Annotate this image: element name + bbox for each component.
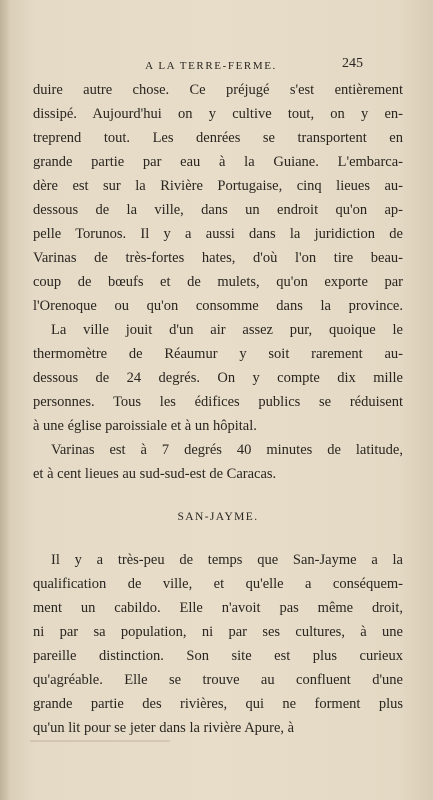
page-number: 245 (342, 56, 363, 71)
text-line: pareille distinction. Son site est plus curieux (33, 648, 403, 664)
text-line: l'Orenoque ou qu'on consomme dans la province. (33, 298, 403, 314)
text-line: grande partie des rivières, qui ne forment plus (33, 696, 403, 712)
paragraph (33, 438, 403, 486)
text-line: qualification de ville, et qu'elle a conséquem- (33, 576, 403, 592)
text-line: et à cent lieues au sud-sud-est de Caracas. (33, 466, 277, 482)
text-line: grande partie par eau à la Guiane. L'embarca- (33, 154, 403, 170)
text-line: ment un cabildo. Elle n'avoit pas même droit, (33, 600, 403, 616)
text-line: dissipé. Aujourd'hui on y cultive tout, on y en- (33, 106, 403, 122)
text-line: Il y a très-peu de temps que San-Jayme a la (51, 552, 403, 568)
section-spacer (33, 532, 403, 548)
text-line: Varinas est à 7 degrés 40 minutes de latitude, (51, 442, 403, 458)
text-line: dessous de 24 degrés. On y compte dix mille (33, 370, 403, 386)
text-line: à une église paroissiale et à un hôpital. (33, 418, 257, 434)
text-line: dère est sur la Rivière Portugaise, cinq lieues au- (33, 178, 403, 194)
text-line: Varinas de très-fortes hates, d'où l'on tire beau- (33, 250, 403, 266)
text-line: La ville jouit d'un air assez pur, quoique le (51, 322, 403, 338)
paragraph (33, 548, 403, 740)
running-head: A LA TERRE-FERME. (145, 60, 277, 72)
text-line: qu'un lit pour se jeter dans la rivière Apure, à (33, 720, 295, 736)
text-line: treprend tout. Les denrées se transportent en (33, 130, 403, 146)
text-line: thermomètre de Réaumur y soit rarement au- (33, 346, 403, 362)
section-spacer (33, 486, 403, 502)
text-line: coup de bœufs et de mulets, qu'on exporte par (33, 274, 403, 290)
body-text (33, 78, 403, 740)
section-title: SAN-JAYME. (177, 511, 259, 523)
text-line: qu'agréable. Elle se trouve au confluent d'une (33, 672, 403, 688)
text-line: dessous de la ville, dans un endroit qu'on ap- (33, 202, 403, 218)
text-line: personnes. Tous les édifices publics se réduisent (33, 394, 403, 410)
paragraph (33, 78, 403, 318)
paragraph (33, 318, 403, 438)
text-line: ni par sa population, ni par ses cultures, à une (33, 624, 403, 640)
text-line: pelle Torunos. Il y a aussi dans la juridiction de (33, 226, 403, 242)
text-line: duire autre chose. Ce préjugé s'est entièrement (33, 82, 403, 98)
